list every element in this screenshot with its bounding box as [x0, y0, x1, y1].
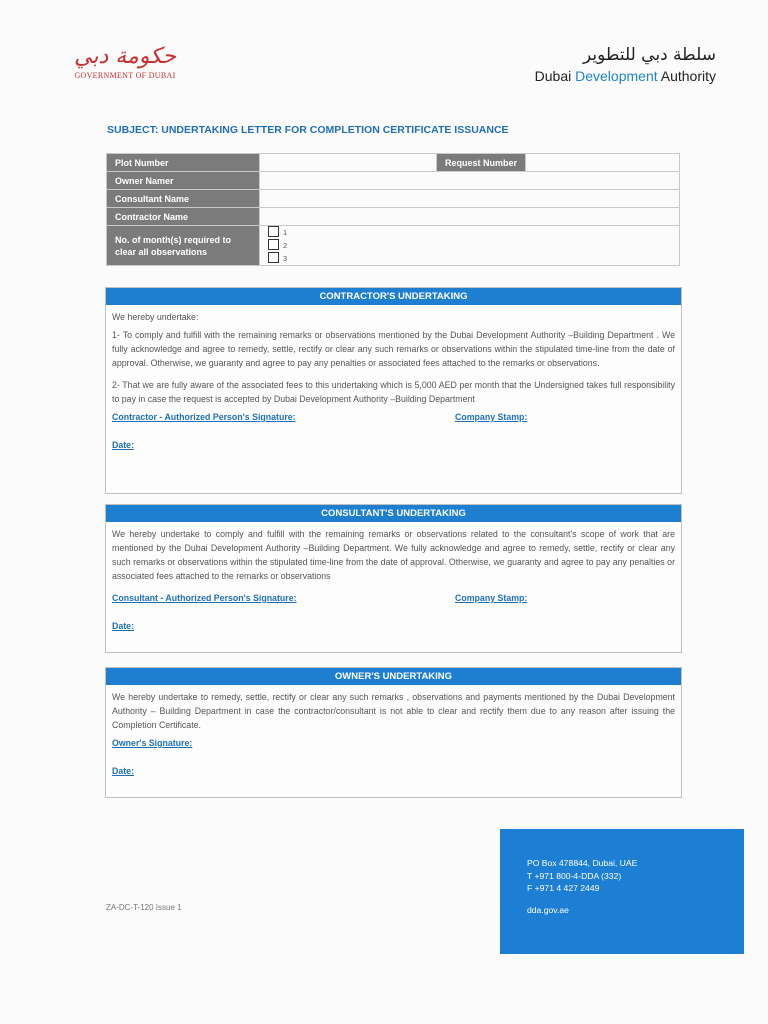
website-link[interactable]: dda.gov.ae [527, 905, 569, 915]
option-3[interactable] [268, 252, 671, 265]
subject-line: SUBJECT: UNDERTAKING LETTER FOR COMPLETION CERTIFICATE ISSUANCE [107, 124, 509, 136]
option-label: 3 [283, 254, 288, 263]
dda-logo [535, 44, 716, 84]
table-row [107, 208, 680, 226]
consultant-name-field[interactable] [260, 190, 680, 208]
contractor-stamp-label: Company Stamp: [455, 412, 528, 422]
consultant-date-label: Date: [112, 621, 134, 631]
plot-number-label: Plot Number [107, 154, 260, 172]
contractor-name-field[interactable] [260, 208, 680, 226]
table-row [107, 190, 680, 208]
option-label: 1 [283, 228, 288, 237]
government-of-dubai-logo [70, 44, 180, 80]
dda-word-dubai: Dubai [534, 68, 572, 84]
owner-undertaking-section [105, 667, 682, 798]
signature-row [112, 738, 675, 752]
contractor-paragraph-2: 2- That we are fully aware of the associated fees to this undertaking which is 5,000 AED per month that the Undersigned takes full responsibility to pay in case the request is accepted by Dubai Development Authority –Building Department [112, 380, 675, 404]
info-table [106, 153, 680, 266]
contact-box [500, 829, 744, 954]
checkbox-icon[interactable] [268, 226, 279, 237]
section-title: CONTRACTOR'S UNDERTAKING [106, 288, 681, 305]
consultant-stamp-label: Company Stamp: [455, 593, 528, 603]
table-row [107, 172, 680, 190]
signature-row [112, 593, 675, 607]
telephone: T +971 800-4-DDA (332) [527, 870, 622, 881]
dda-word-development: Development [575, 68, 658, 84]
contractor-date-label: Date: [112, 440, 134, 450]
dda-word-authority: Authority [660, 68, 716, 84]
option-2[interactable] [268, 239, 671, 252]
consultant-undertaking-section [105, 504, 682, 653]
consultant-paragraph: We hereby undertake to comply and fulfill with the remaining remarks or observations related to the consultant's scope of work that are mentioned by the Dubai Development Authority –Building Department. We fully acknowledge and agree to remedy, settle, rectify or clear any such remarks or observations within the stipulated time-line from the date of approval. Otherwise, we guaranty and agree to pay any penalties or associated fees attached to the remarks or observations [112, 529, 675, 581]
owner-signature-label: Owner's Signature: [112, 738, 193, 748]
signature-row [112, 412, 675, 426]
owner-name-field[interactable] [260, 172, 680, 190]
request-number-field[interactable] [526, 154, 680, 172]
contractor-paragraph-1: 1- To comply and fulfill with the remaining remarks or observations mentioned by the Dubai Development Authority –Building Department . We fully acknowledge and agree to remedy, settle, rectify or clear any such remarks or observations within the stipulated time-line from the date of approval. Otherwise, we guaranty and agree to pay any penalties or associated fees attached to the remarks or observations. [112, 330, 675, 368]
gov-logo-english: GOVERNMENT OF DUBAI [74, 71, 176, 80]
contractor-undertaking-section [105, 287, 682, 494]
gov-logo-arabic: حكومة دبي [74, 44, 176, 69]
owner-date-label: Date: [112, 766, 134, 776]
form-code: ZA-DC-T-120 Issue 1 [106, 903, 182, 912]
request-number-label: Request Number [437, 154, 526, 172]
contractor-name-label: Contractor Name [107, 208, 260, 226]
plot-number-field[interactable] [260, 154, 437, 172]
months-required-label: No. of month(s) required to clear all observations [107, 226, 260, 266]
table-row [107, 154, 680, 172]
po-box: PO Box 478844, Dubai, UAE [527, 858, 638, 868]
fax: F +971 4 427 2449 [527, 883, 600, 893]
months-options [260, 226, 680, 266]
option-label: 2 [283, 241, 288, 250]
contractor-signature-label: Contractor - Authorized Person's Signature: [112, 412, 296, 422]
consultant-name-label: Consultant Name [107, 190, 260, 208]
checkbox-icon[interactable] [268, 239, 279, 250]
dda-logo-english [535, 68, 716, 84]
checkbox-icon[interactable] [268, 252, 279, 263]
consultant-signature-label: Consultant - Authorized Person's Signature: [112, 593, 297, 603]
option-1[interactable] [268, 226, 671, 239]
section-title: OWNER'S UNDERTAKING [106, 668, 681, 685]
table-row [107, 226, 680, 266]
owner-name-label: Owner Namer [107, 172, 260, 190]
section-title: CONSULTANT'S UNDERTAKING [106, 505, 681, 522]
owner-paragraph: We hereby undertake to remedy, settle, rectify or clear any such remarks , observations and payments mentioned by the Dubai Development Authority – Building Department in case the contractor/consultant is not able to clear and rectify them due to any reason after issuing the Completion Certificate. [112, 692, 675, 730]
dda-logo-arabic: سلطة دبي للتطوير [583, 45, 716, 65]
contractor-intro: We hereby undertake: [112, 312, 199, 322]
